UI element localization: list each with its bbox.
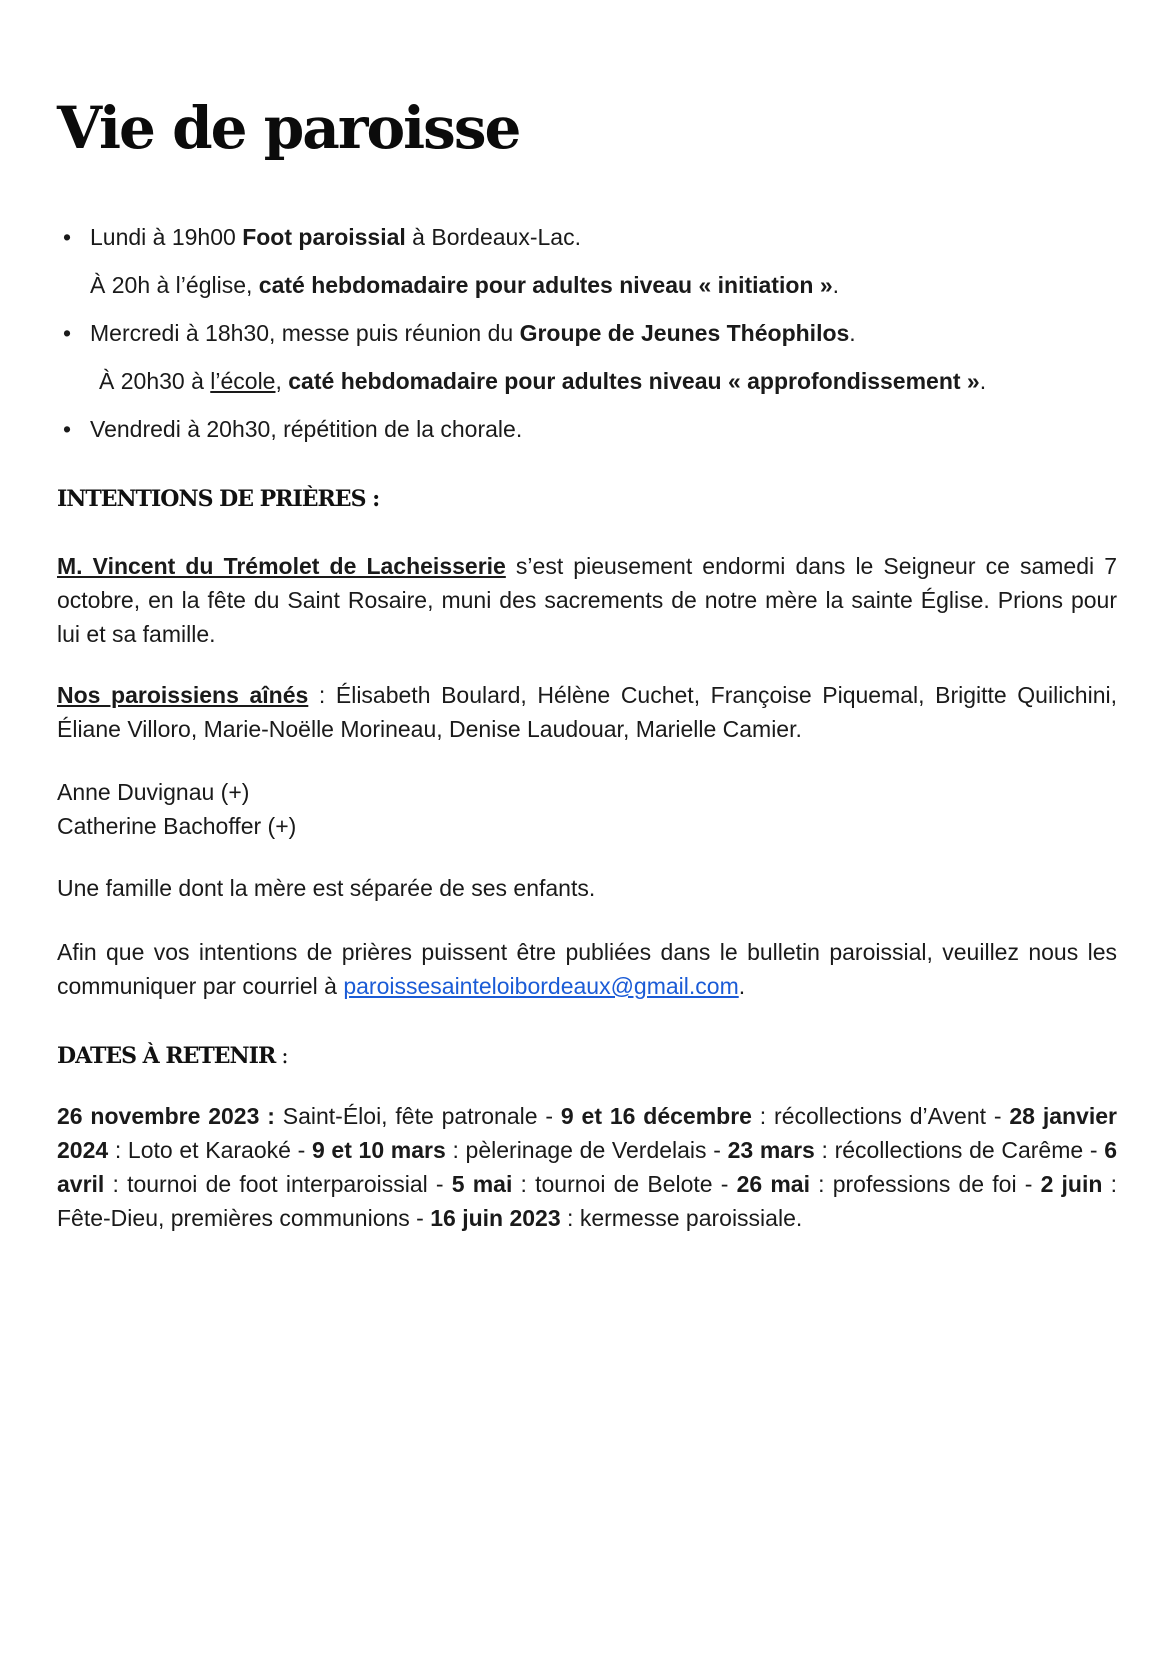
- bullet: •: [62, 224, 72, 250]
- date: 26 mai: [736, 1171, 810, 1197]
- dates-heading-text: DATES À RETENIR: [57, 1043, 276, 1069]
- date: 5 mai: [451, 1171, 513, 1197]
- deceased-entry: Catherine Bachoffer (+): [57, 813, 297, 839]
- elders-list: : Élisabeth Boulard, Hélène Cuchet, Françoise Piquemal, Brigitte Quilichini, Éliane Villoro, Marie-Noëlle Morineau, Denise Laudouar, Marielle Camier.: [57, 682, 1117, 742]
- schedule-item-monday: [57, 220, 1117, 254]
- date-event: : tournoi de Belote -: [512, 1171, 737, 1197]
- submit-text: Afin que vos intentions de prières puissent être publiées dans le bulletin paroissial, veuillez nous les communiquer par courriel à: [57, 939, 1117, 999]
- dates-heading: [57, 1039, 288, 1074]
- bullet: •: [62, 416, 72, 442]
- wednesday-text: Mercredi à 18h30, messe puis réunion du: [90, 320, 520, 346]
- bullet: •: [62, 320, 72, 346]
- date-event: : kermesse paroissiale.: [560, 1205, 803, 1231]
- schedule-item-friday: [57, 412, 1117, 446]
- date: 26 novembre 2023 :: [57, 1103, 275, 1129]
- date-event: : professions de foi -: [809, 1171, 1041, 1197]
- deceased-text: s’est pieusement endormi dans le Seigneur ce samedi 7 octobre, en la fête du Saint Rosaire, muni des sacrements de notre mère la sainte Église. Prions pour lui et sa famille.: [57, 553, 1117, 647]
- monday-text: Lundi à 19h00: [90, 224, 243, 250]
- punctuation: .: [832, 272, 840, 298]
- date-event: : récollections d’Avent -: [751, 1103, 1010, 1129]
- date-event: : récollections de Carême -: [814, 1137, 1105, 1163]
- monday-evening-event: caté hebdomadaire pour adultes niveau « initiation »: [258, 272, 833, 298]
- intention-deceased-list: [57, 775, 1117, 843]
- email-link[interactable]: paroissesainteloibordeaux@gmail.com: [343, 973, 739, 999]
- date-event: : pèlerinage de Verdelais -: [445, 1137, 728, 1163]
- intention-submit-info: [57, 935, 1117, 1003]
- date-event: : Loto et Karaoké -: [108, 1137, 312, 1163]
- deceased-entry: Anne Duvignau (+): [57, 779, 250, 805]
- wednesday-evening-text: À 20h30 à: [99, 368, 211, 394]
- schedule-item-monday-evening: [57, 268, 1117, 302]
- school-location: l’école: [210, 368, 276, 394]
- page-title: Vie de paroisse: [57, 94, 520, 162]
- dates-heading-colon: :: [275, 1044, 288, 1069]
- intention-family: [57, 871, 1117, 905]
- date-event: Saint-Éloi, fête patronale -: [274, 1103, 561, 1129]
- wednesday-evening-event: caté hebdomadaire pour adultes niveau « approfondissement »: [288, 368, 980, 394]
- date: 6 avril: [57, 1137, 1117, 1197]
- date: 9 et 16 décembre: [560, 1103, 752, 1129]
- weekly-schedule: [57, 220, 1117, 446]
- date: 23 mars: [727, 1137, 815, 1163]
- friday-text: Vendredi à 20h30, répétition de la chorale.: [90, 416, 523, 442]
- intention-deceased: [57, 549, 1117, 651]
- punctuation: .: [979, 368, 987, 394]
- intentions-heading: INTENTIONS DE PRIÈRES :: [57, 486, 380, 512]
- monday-event: Foot paroissial: [242, 224, 406, 250]
- wednesday-event: Groupe de Jeunes Théophilos: [519, 320, 850, 346]
- date-event: : Fête-Dieu, premières communions -: [57, 1171, 1118, 1231]
- monday-location: à Bordeaux-Lac.: [405, 224, 581, 250]
- date: 9 et 10 mars: [311, 1137, 446, 1163]
- date: 2 juin: [1040, 1171, 1103, 1197]
- punctuation: ,: [275, 368, 289, 394]
- intention-elders: [57, 678, 1117, 746]
- deceased-name: M. Vincent du Trémolet de Lacheisserie: [57, 553, 506, 579]
- schedule-item-wednesday: [57, 316, 1117, 350]
- dates-list: [57, 1099, 1117, 1235]
- elders-label: Nos paroissiens aînés: [57, 682, 309, 708]
- date-event: : tournoi de foot interparoissial -: [104, 1171, 452, 1197]
- schedule-item-wednesday-evening: [57, 364, 1117, 398]
- family-text: Une famille dont la mère est séparée de ses enfants.: [57, 875, 596, 901]
- monday-evening-text: À 20h à l’église,: [90, 272, 259, 298]
- date: 16 juin 2023: [430, 1205, 561, 1231]
- punctuation: .: [849, 320, 856, 346]
- punctuation: .: [738, 973, 746, 999]
- date: 28 janvier 2024: [57, 1103, 1117, 1163]
